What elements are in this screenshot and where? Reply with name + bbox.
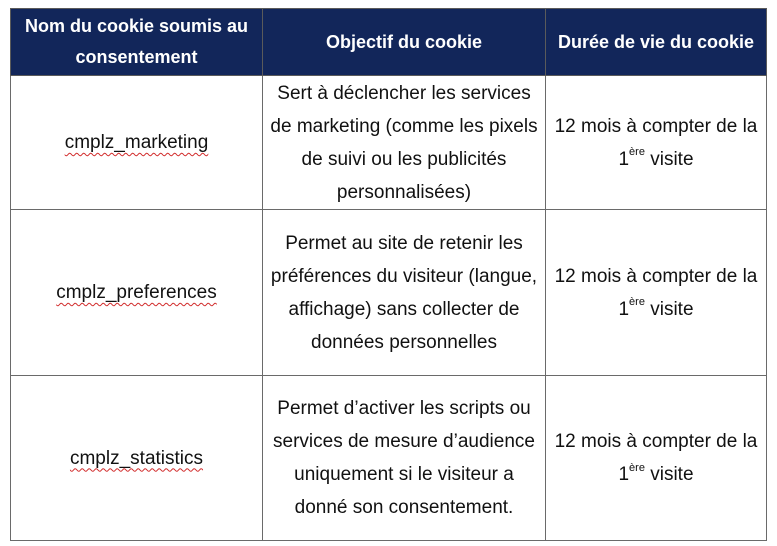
lifetime-superscript: ère bbox=[629, 146, 645, 159]
cookie-name-cell bbox=[11, 376, 263, 541]
cookie-table-container bbox=[10, 8, 766, 541]
lifetime-suffix: visite bbox=[644, 298, 694, 320]
cookie-name: cmplz_statistics bbox=[69, 447, 204, 469]
cookie-name-cell bbox=[11, 210, 263, 376]
lifetime-text: 12 mois à compter de la 1 bbox=[554, 431, 758, 485]
lifetime-suffix: visite bbox=[644, 464, 694, 485]
cookie-name: cmplz_preferences bbox=[56, 282, 217, 303]
table-row bbox=[11, 210, 767, 376]
lifetime-text: 12 mois à compter de la 1 bbox=[554, 265, 758, 320]
header-cookie-lifetime: Durée de vie du cookie bbox=[546, 9, 767, 76]
cookie-table bbox=[10, 8, 767, 541]
cookie-purpose-cell: Permet d’activer les scripts ou services de mesure d’audience uniquement si le visiteur a donné son consentement. bbox=[263, 376, 546, 541]
lifetime-suffix: visite bbox=[644, 148, 694, 170]
table-header-row bbox=[11, 9, 767, 76]
cookie-name: cmplz_marketing bbox=[64, 132, 209, 153]
header-cookie-purpose: Objectif du cookie bbox=[263, 9, 546, 76]
header-cookie-name: Nom du cookie soumis au consentement bbox=[11, 9, 263, 76]
lifetime-text: 12 mois à compter de la 1 bbox=[554, 115, 758, 170]
cookie-lifetime-cell bbox=[546, 376, 767, 541]
table-row bbox=[11, 376, 767, 541]
cookie-purpose-cell: Permet au site de retenir les préférences du visiteur (langue, affichage) sans collecter de données personnelles bbox=[263, 210, 546, 376]
table-row bbox=[11, 76, 767, 210]
lifetime-superscript: ère bbox=[629, 296, 645, 309]
cookie-purpose-cell: Sert à déclencher les services de marketing (comme les pixels de suivi ou les publicités personnalisées) bbox=[263, 76, 546, 210]
cookie-lifetime-cell bbox=[546, 76, 767, 210]
cookie-name-cell bbox=[11, 76, 263, 210]
lifetime-superscript: ère bbox=[629, 461, 645, 474]
cookie-lifetime-cell bbox=[546, 210, 767, 376]
